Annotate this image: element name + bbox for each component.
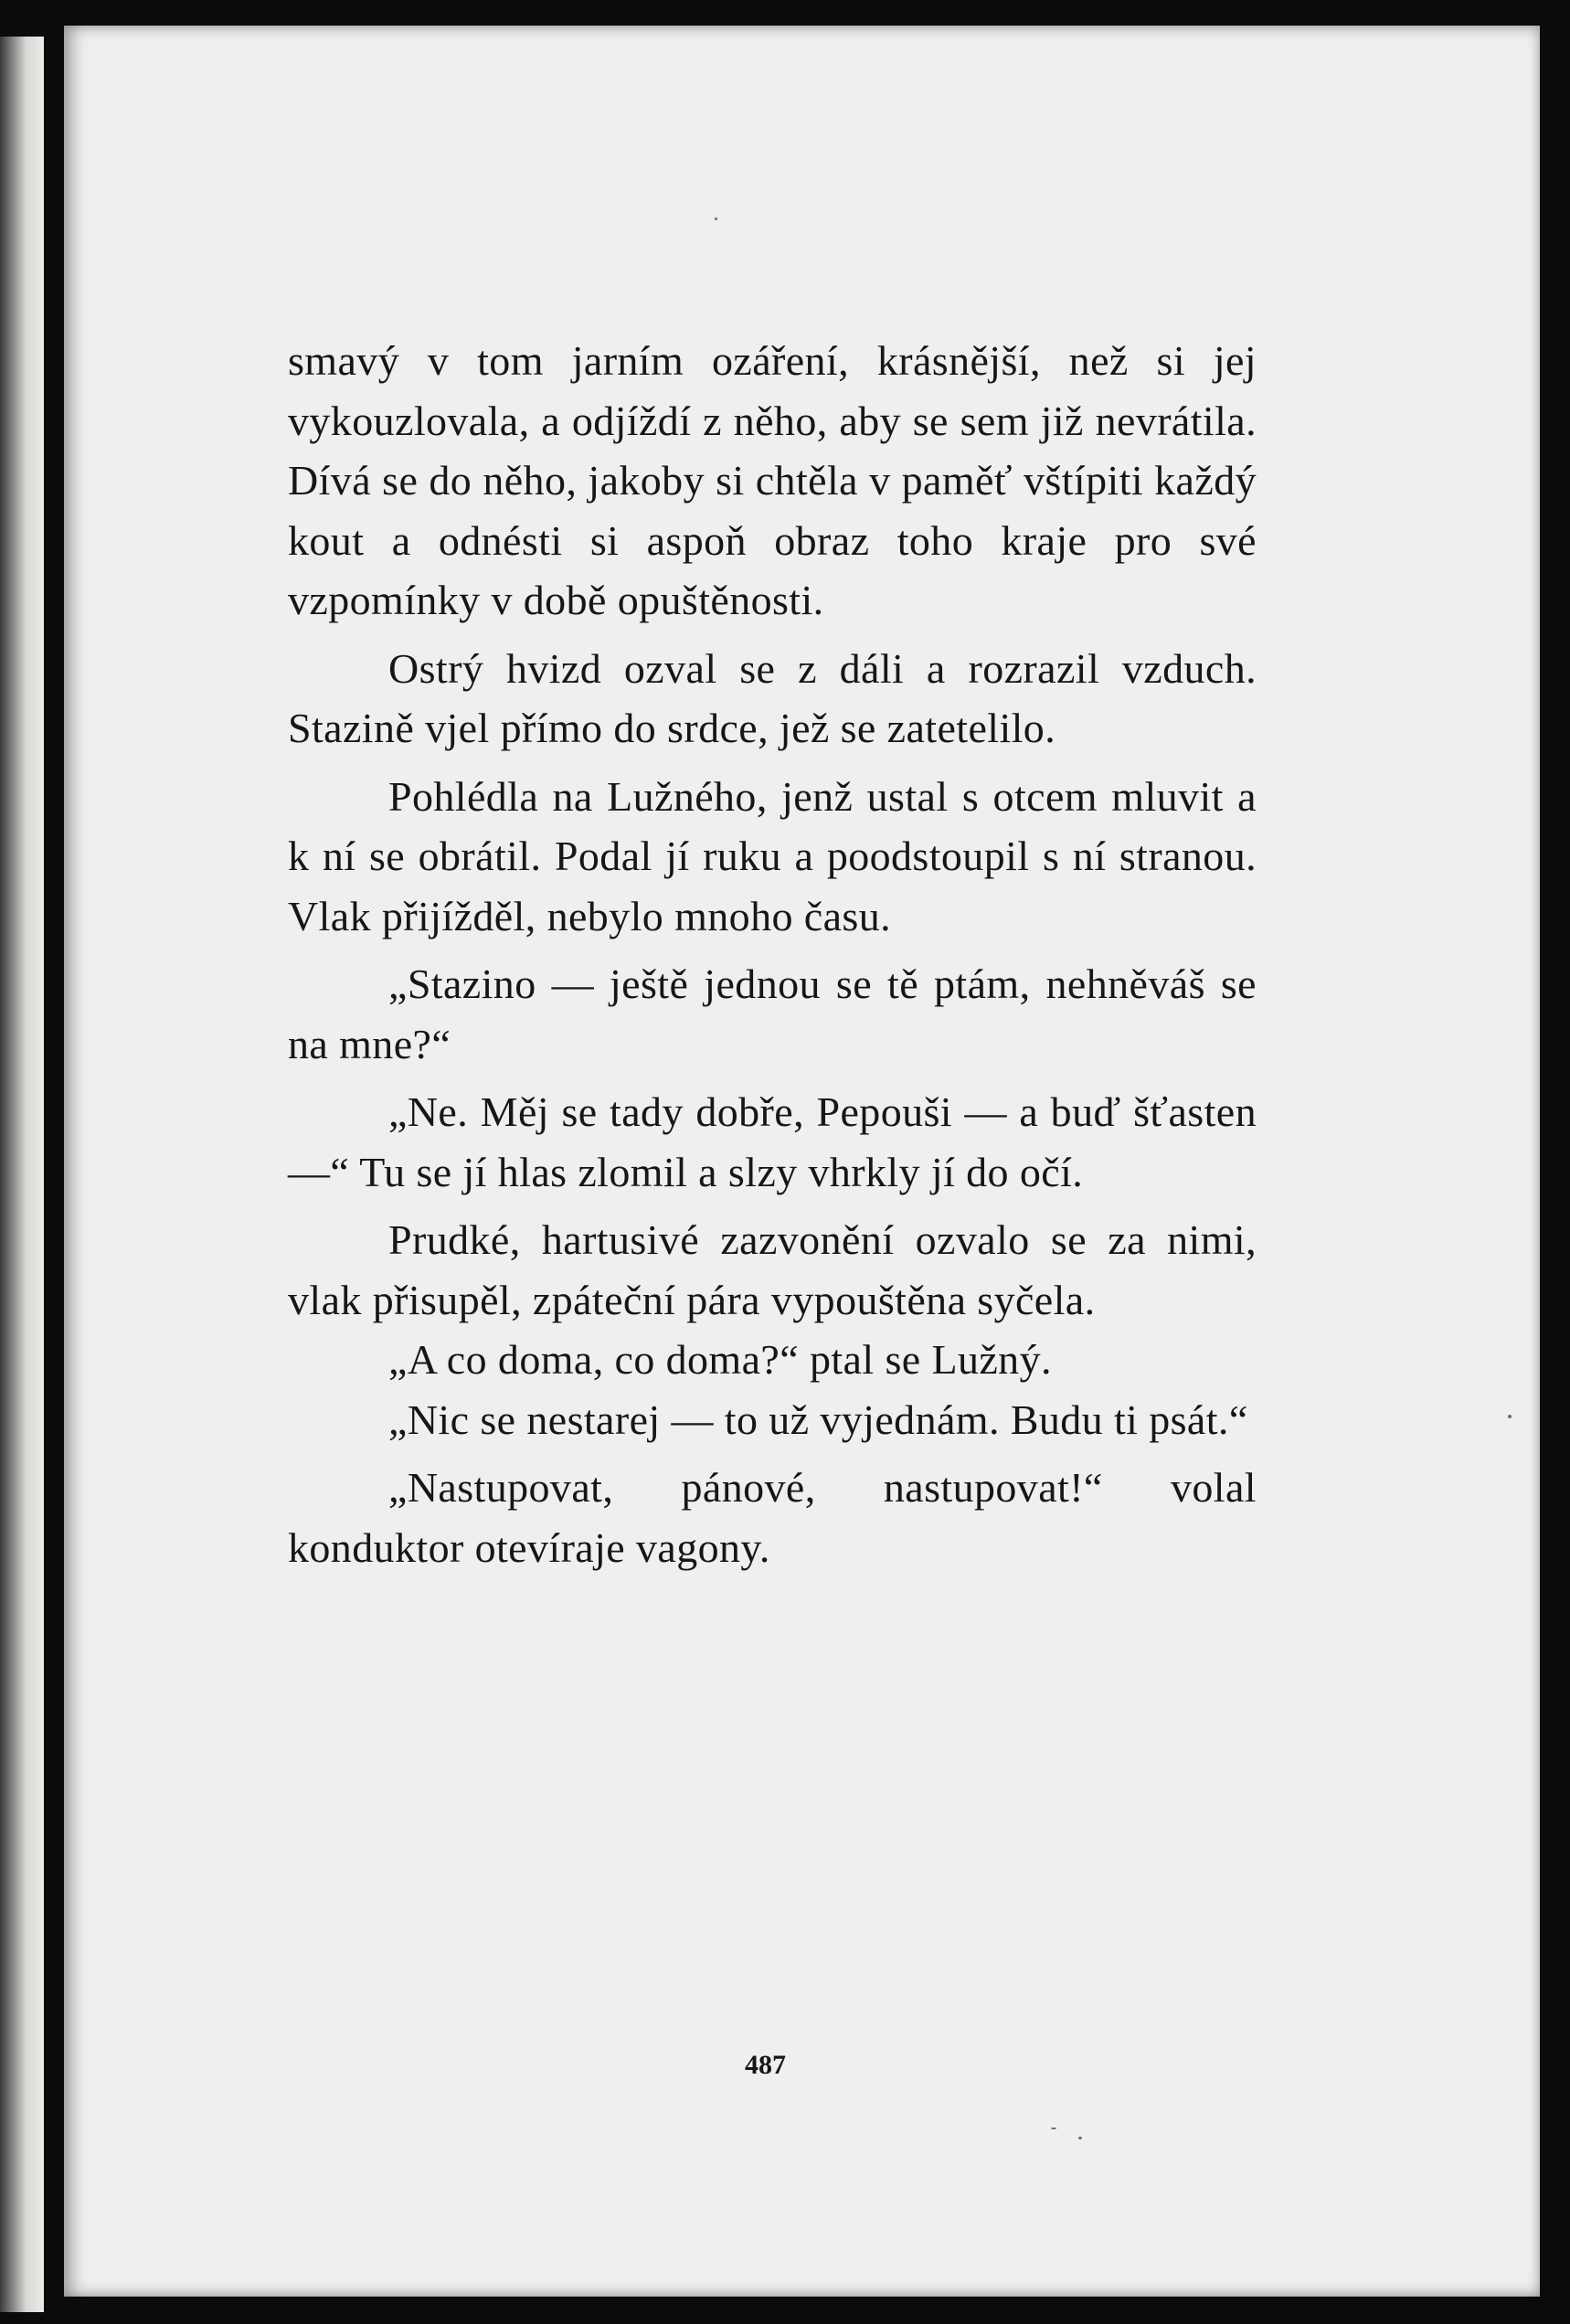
paragraph: Ostrý hvizd ozval se z dáli a rozrazil vzduch. Stazině vjel přímo do srdce, jež se zatetelilo. <box>288 644 1257 751</box>
body-text <box>288 331 1257 1586</box>
paragraph: Pohlédla na Lužného, jenž ustal s otcem mluvit a k ní se obrátil. Podal jí ruku a poodstoupil s ní stranou. Vlak přijížděl, nebylo mnoho času. <box>288 772 1257 939</box>
dust-speck <box>1078 2137 1082 2139</box>
paragraph: smavý v tom jarním ozáření, krásnější, než si jej vykouzlovala, a odjíždí z něho, aby se sem již nevrátila. Dívá se do něho, jakoby si chtěla v paměť vštípiti každý kout a odnésti si aspoň obraz toho kraje pro své vzpomínky v době opuštěnosti. <box>288 337 1257 623</box>
paragraph: „Stazino — ještě jednou se tě ptám, nehněváš se na mne?“ <box>288 960 1257 1067</box>
paragraph: „A co doma, co doma?“ ptal se Lužný. <box>388 1336 1052 1383</box>
dust-speck <box>1508 1415 1512 1418</box>
paragraph: „Nastupovat, pánové, nastupovat!“ volal konduktor otevíraje vagony. <box>288 1464 1257 1571</box>
paragraph: Prudké, hartusivé zazvonění ozvalo se za nimi, vlak přisupěl, zpáteční pára vypouštěna syčela. <box>288 1216 1257 1323</box>
previous-page-edge <box>0 37 44 2312</box>
paragraph: „Nic se nestarej — to už vyjednám. Budu ti psát.“ <box>388 1395 1248 1443</box>
page-number: 487 <box>745 2050 786 2080</box>
dust-speck <box>1051 2128 1056 2129</box>
dust-speck <box>715 218 717 220</box>
paragraph: „Ne. Měj se tady dobře, Pepouši — a buď šťasten —“ Tu se jí hlas zlomil a slzy vhrkly jí do očí. <box>288 1088 1257 1195</box>
